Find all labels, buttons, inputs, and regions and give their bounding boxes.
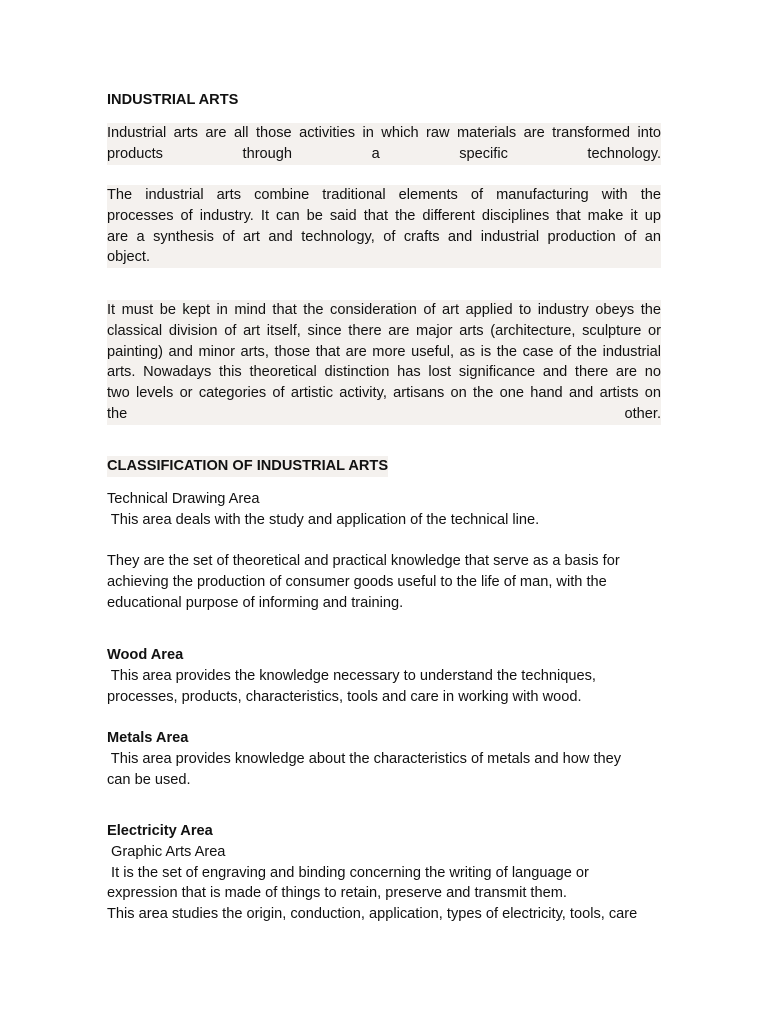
keep-in-mind-paragraph: It must be kept in mind that the consideration of art applied to industry obeys the classical division of art itself, since there are major arts (architecture, sculpture or painting) and minor arts, those that are more useful, as is the case of the industrial arts. Nowadays this theoretical distinction has lost significance and there are no two levels or categories of artistic activity, artisans on the one hand and artists on the other. (107, 300, 661, 425)
section-title: Wood Area (107, 647, 184, 663)
classification-heading: CLASSIFICATION OF INDUSTRIAL ARTS (107, 456, 661, 477)
electricity-section: Electricity Area Graphic Arts Area It is the set of engraving and binding concerning the writing of language or expression that is made of things to retain, preserve and transmit them. This area studies the origin, conduction, application, types of electricity, tools, care (107, 821, 661, 925)
intro-paragraph: Industrial arts are all those activities in which raw materials are transformed into products through a specific technology. (107, 123, 661, 165)
technical-drawing-section: Technical Drawing Area This area deals with the study and application of the technical line. (107, 489, 661, 531)
combine-paragraph: The industrial arts combine traditional elements of manufacturing with the processes of industry. It can be said that the different disciplines that make it up are a synthesis of art and technology, of crafts and industrial production of an object. (107, 185, 661, 268)
theory-paragraph: They are the set of theoretical and practical knowledge that serve as a basis for achieving the production of consumer goods useful to the life of man, with the educational purpose of informing and training. (107, 553, 620, 611)
section-title: Electricity Area (107, 823, 213, 839)
wood-section: Wood Area This area provides the knowledge necessary to understand the techniques, processes, products, characteristics, tools and care in working with wood. (107, 645, 661, 707)
page-title: INDUSTRIAL ARTS (107, 92, 239, 108)
section-title: Metals Area (107, 730, 189, 746)
section-title: Technical Drawing Area (107, 491, 260, 507)
metals-section: Metals Area This area provides knowledge about the characteristics of metals and how they can be used. (107, 728, 661, 790)
